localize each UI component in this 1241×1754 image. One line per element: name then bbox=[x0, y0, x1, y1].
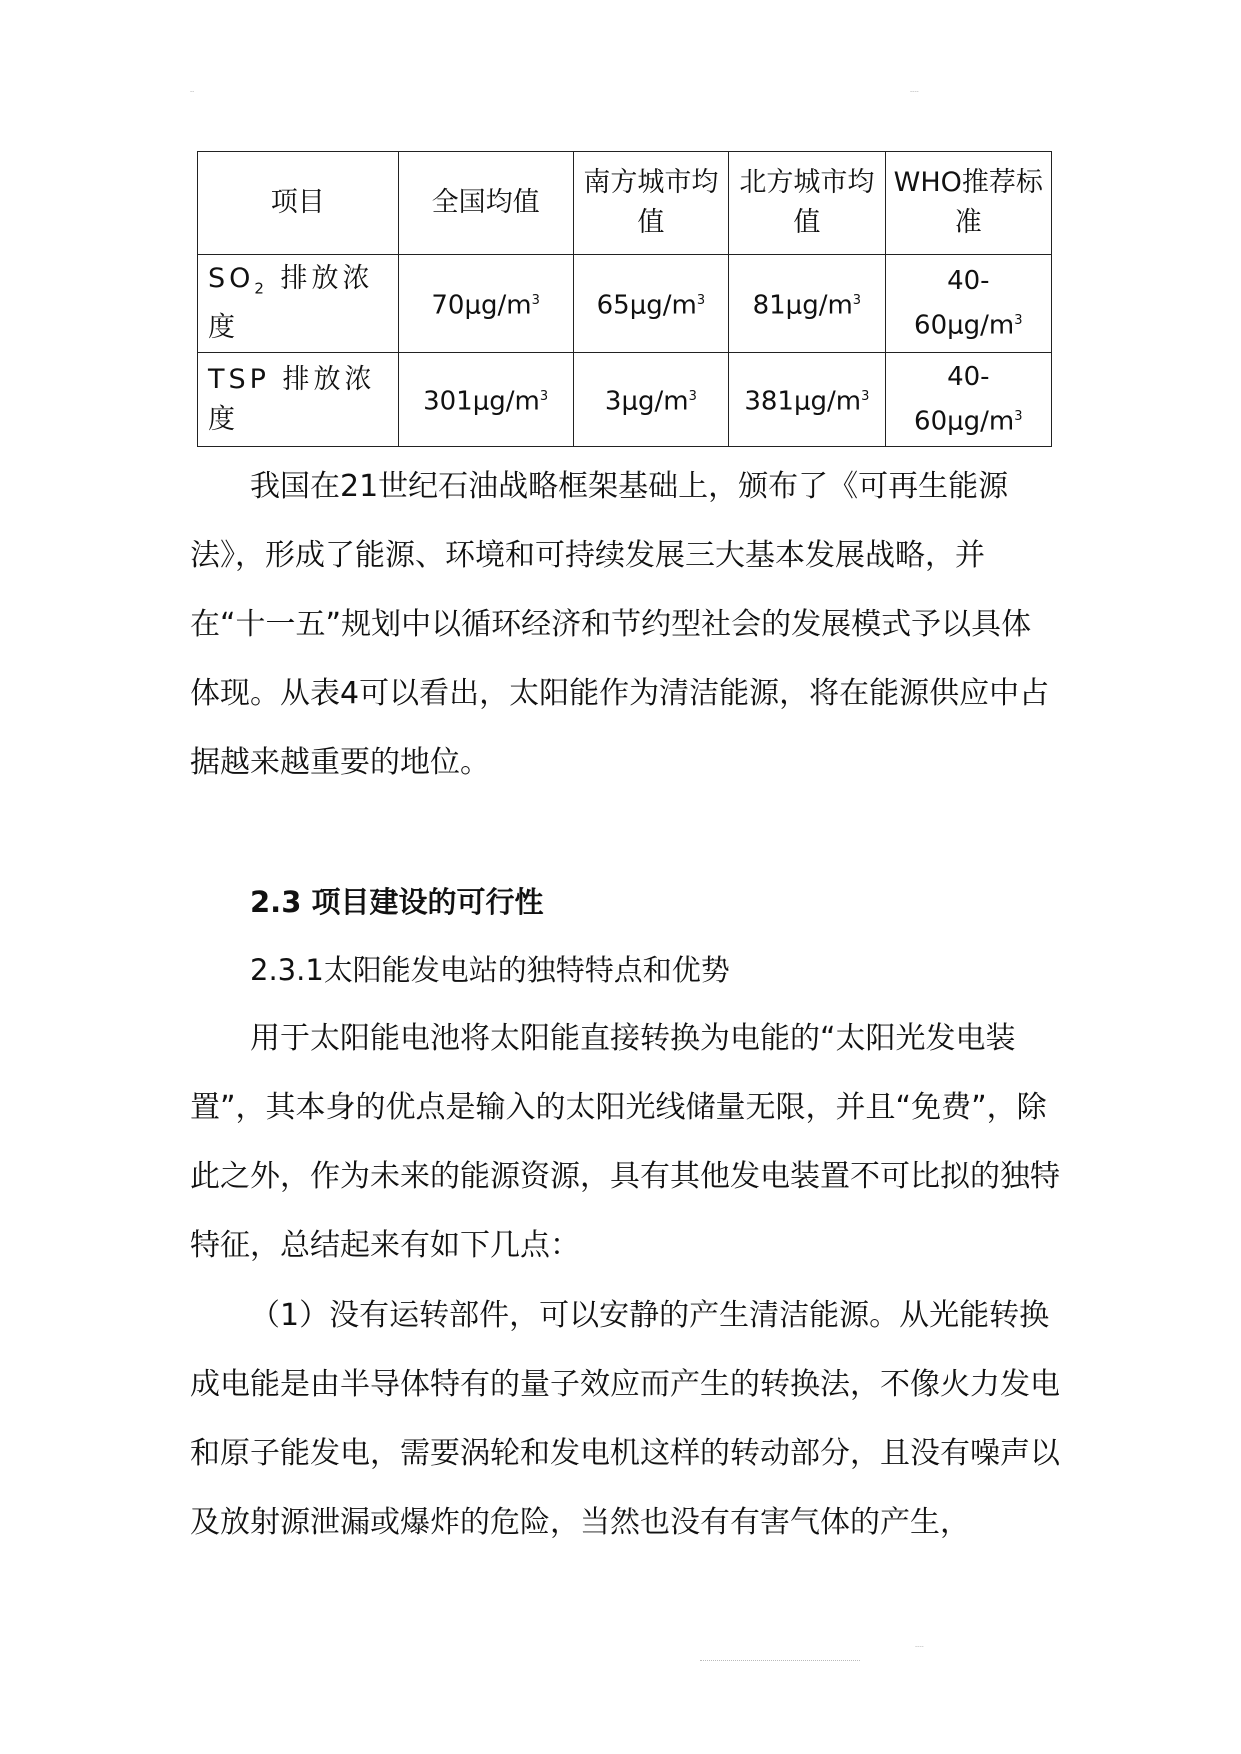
table-row bbox=[198, 255, 1052, 353]
cell-value: $40-60\mu g/m^3$ bbox=[885, 255, 1051, 353]
header-mark-right: ---- bbox=[910, 88, 919, 95]
cell-value: $65\mu g/m^3$ bbox=[573, 255, 728, 353]
table-header-row bbox=[198, 152, 1052, 255]
paragraph-energy-strategy: 我国在21世纪石油战略框架基础上，颁布了《可再生能源法》，形成了能源、环境和可持续发展三大基本发展战略，并在“十一五”规划中以循环经济和节约型社会的发展模式予以具体体现。从表4可以看出，太阳能作为清洁能源，将在能源供应中占据越来越重要的地位。 bbox=[190, 469, 1050, 780]
cell-value: $301\mu g/m^3$ bbox=[398, 353, 573, 447]
footer-mark: ---- bbox=[915, 1643, 924, 1650]
cell-value: $70\mu g/m^3$ bbox=[398, 255, 573, 353]
row-item-tsp: TSP 排放浓度 bbox=[198, 353, 399, 447]
row-item-so2: $SO_2$ 排放浓度 bbox=[198, 255, 399, 353]
footer-divider bbox=[700, 1660, 860, 1661]
cell-value: $40-60\mu g/m^3$ bbox=[885, 353, 1051, 447]
header-cell-north: 北方城市均值 bbox=[729, 152, 886, 255]
header-mark-left: -- bbox=[190, 88, 195, 95]
header-cell-item: 项目 bbox=[198, 152, 399, 255]
header-cell-south: 南方城市均值 bbox=[573, 152, 728, 255]
cell-value: $381\mu g/m^3$ bbox=[729, 353, 886, 447]
subsection-heading: 2.3.1太阳能发电站的独特特点和优势 bbox=[250, 953, 730, 987]
table-row bbox=[198, 353, 1052, 447]
cell-value: $3\mu g/m^3$ bbox=[573, 353, 728, 447]
emission-table bbox=[197, 151, 1052, 447]
header-cell-who: WHO推荐标准 bbox=[885, 152, 1051, 255]
paragraph-point-1: （1）没有运转部件，可以安静的产生清洁能源。从光能转换成电能是由半导体特有的量子效应而产生的转换法，不像火力发电和原子能发电，需要涡轮和发电机这样的转动部分，且没有噪声以及放射源泄漏或爆炸的危险，当然也没有有害气体的产生， bbox=[190, 1298, 1060, 1540]
cell-value: $81\mu g/m^3$ bbox=[729, 255, 886, 353]
section-heading: 2.3 项目建设的可行性 bbox=[250, 885, 544, 919]
paragraph-solar-device: 用于太阳能电池将太阳能直接转换为电能的“太阳光发电装置”，其本身的优点是输入的太阳光线储量无限，并且“免费”，除此之外，作为未来的能源资源，具有其他发电装置不可比拟的独特特征，总结起来有如下几点： bbox=[190, 1021, 1060, 1263]
header-cell-national: 全国均值 bbox=[398, 152, 573, 255]
